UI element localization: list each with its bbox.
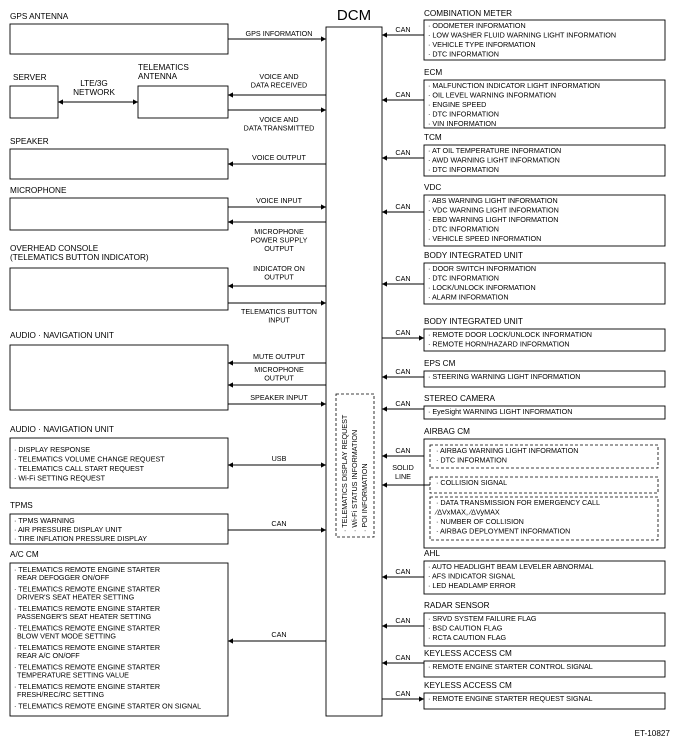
left-unit-title: MICROPHONE — [10, 186, 67, 195]
telematics-antenna-title: ANTENNA — [138, 72, 178, 81]
lte-network-label: LTE/3G — [80, 79, 108, 88]
left-unit-item: · TELEMATICS REMOTE ENGINE STARTER — [14, 643, 161, 652]
signal-label: CAN — [271, 630, 287, 639]
can-bus-label: CAN — [395, 274, 411, 283]
right-unit-item: · DTC INFORMATION — [428, 109, 499, 119]
right-unit-title: RADAR SENSOR — [424, 601, 490, 610]
signal-label: VOICE AND — [259, 115, 299, 124]
speaker-input-arrow-head — [321, 401, 326, 406]
right-unit-item: · DOOR SWITCH INFORMATION — [428, 264, 537, 273]
right-unit-item: · COLLISION SIGNAL — [436, 478, 508, 487]
server-title: SERVER — [13, 73, 47, 82]
solid-line-label: SOLID — [392, 463, 414, 472]
can-bus-arrow-head — [382, 155, 387, 160]
mute-output-arrow-head — [228, 360, 233, 365]
gps-antenna-box — [10, 24, 228, 54]
dcm-internal-item: · POI INFORMATION — [360, 463, 369, 532]
overhead-console-box — [10, 268, 228, 310]
can-bus-label: CAN — [395, 653, 411, 662]
signal-label: VOICE INPUT — [256, 196, 302, 205]
right-unit-item: · VIN INFORMATION — [428, 119, 497, 128]
right-unit-item: · LOCK/UNLOCK INFORMATION — [428, 283, 536, 292]
solid-line-label: LINE — [395, 472, 411, 481]
can-bus-arrow-head — [382, 97, 387, 102]
signal-label: INDICATOR ON — [253, 264, 305, 273]
right-unit-item: · NUMBER OF COLLISION — [436, 517, 524, 526]
right-unit-item: · AFS INDICATOR SIGNAL — [428, 571, 516, 581]
left-unit-item: · TIRE INFLATION PRESSURE DISPLAY — [14, 534, 147, 543]
signal-label: GPS INFORMATION — [245, 29, 313, 38]
signal-label: MICROPHONE — [254, 227, 304, 236]
left-unit-item: · DISPLAY RESPONSE — [14, 445, 91, 454]
right-unit-title: ECM — [424, 68, 443, 77]
microphone-box — [10, 198, 228, 230]
right-unit-title: EPS CM — [424, 359, 456, 368]
can-bus-label: CAN — [395, 616, 411, 625]
signal-label: MICROPHONE — [254, 365, 304, 374]
can-bus-label: CAN — [395, 90, 411, 99]
microphone-output-arrow-head — [228, 382, 233, 387]
left-unit-item: DRIVER'S SEAT HEATER SETTING — [17, 592, 135, 602]
right-unit-item: · AUTO HEADLIGHT BEAM LEVELER ABNORMAL — [428, 562, 594, 571]
can-bus-label: CAN — [395, 202, 411, 211]
audio-navigation-unit-box — [10, 345, 228, 410]
right-unit-item: · AIRBAG WARNING LIGHT INFORMATION — [436, 446, 579, 455]
can-bus-label: CAN — [395, 367, 411, 376]
server-box — [10, 86, 58, 118]
signal-label: OUTPUT — [264, 272, 294, 282]
gps-information-arrow-head — [321, 36, 326, 41]
left-unit-item: FRESH/REC/RC SETTING — [17, 690, 105, 699]
can-bus-label: CAN — [395, 25, 411, 34]
left-unit-item: BLOW VENT MODE SETTING — [17, 631, 116, 641]
can-bus-label: CAN — [395, 399, 411, 408]
right-unit-title: STEREO CAMERA — [424, 394, 495, 403]
can-bus-arrow-head — [382, 574, 387, 579]
dcm-internal-item: · Wi-Fi STATUS INFORMATION — [350, 429, 359, 532]
right-unit-item: · OIL LEVEL WARNING INFORMATION — [428, 90, 557, 100]
microphone-power-arrow-head — [228, 219, 233, 224]
left-unit-item: TEMPERATURE SETTING VALUE — [17, 670, 129, 680]
right-unit-item: · BSD CAUTION FLAG — [428, 623, 503, 633]
right-unit-item: · DTC INFORMATION — [428, 273, 499, 283]
can-bus-arrow-head — [382, 374, 387, 379]
dcm-box — [326, 27, 382, 716]
telematics-button-arrow-head — [321, 300, 326, 305]
collision-solid-line-arrow-head — [382, 482, 387, 487]
signal-label: MUTE OUTPUT — [253, 352, 305, 361]
right-unit-item: · LED HEADLAMP ERROR — [428, 581, 516, 590]
right-unit-item: · VDC WARNING LIGHT INFORMATION — [428, 205, 559, 215]
right-unit-title: BODY INTEGRATED UNIT — [424, 317, 523, 326]
right-unit-item: · VEHICLE TYPE INFORMATION — [428, 40, 536, 49]
left-unit-item: · Wi-Fi SETTING REQUEST — [14, 473, 106, 483]
left-unit-item: · TELEMATICS REMOTE ENGINE STARTER — [14, 584, 161, 594]
right-unit-title: TCM — [424, 133, 442, 142]
right-unit-item: · ABS WARNING LIGHT INFORMATION — [428, 196, 558, 205]
left-unit-item: · TELEMATICS VOLUME CHANGE REQUEST — [14, 454, 165, 464]
right-unit-title: KEYLESS ACCESS CM — [424, 681, 512, 690]
left-unit-title: A/C CM — [10, 550, 39, 559]
voice-data-transmitted-arrow-head — [321, 107, 326, 112]
signal-label: DATA RECEIVED — [250, 80, 308, 90]
voice-data-received-arrow-head — [228, 92, 233, 97]
can-bus-arrow-head — [382, 406, 387, 411]
right-unit-item: ⁄ΔVxMAX, ⁄ΔVyMAX — [436, 507, 500, 517]
telematics-antenna-box — [138, 86, 228, 118]
ac-cm-can-arrow-head — [228, 638, 233, 643]
signal-label: USB — [271, 454, 287, 463]
figure-id: ET-10827 — [634, 729, 670, 738]
lte-network-arrow-head — [133, 99, 138, 104]
left-unit-item: REAR DEFOGGER ON/OFF — [17, 573, 110, 582]
signal-label: VOICE AND — [259, 72, 299, 81]
right-unit-item: · DTC INFORMATION — [428, 224, 499, 234]
right-unit-item: · REMOTE DOOR LOCK/UNLOCK INFORMATION — [428, 330, 592, 339]
right-unit-title: KEYLESS ACCESS CM — [424, 649, 512, 658]
right-unit-item: · DTC INFORMATION — [428, 49, 499, 59]
can-bus-arrow-head — [382, 453, 387, 458]
right-unit-item: · DATA TRANSMISSION FOR EMERGENCY CALL — [436, 498, 601, 507]
right-unit-item: · REMOTE ENGINE STARTER REQUEST SIGNAL — [428, 694, 593, 703]
right-unit-item: · EBD WARNING LIGHT INFORMATION — [428, 215, 559, 224]
right-unit-item: · STEERING WARNING LIGHT INFORMATION — [428, 372, 581, 381]
right-unit-title: AIRBAG CM — [424, 427, 470, 436]
speaker-box — [10, 149, 228, 179]
signal-label: OUTPUT — [264, 373, 294, 383]
right-unit-item: · REMOTE ENGINE STARTER CONTROL SIGNAL — [428, 662, 593, 671]
voice-output-arrow-head — [228, 161, 233, 166]
right-unit-item: · VEHICLE SPEED INFORMATION — [428, 234, 542, 243]
signal-label: INPUT — [268, 315, 290, 325]
telematics-antenna-title: TELEMATICS — [138, 63, 189, 72]
signal-label: DATA TRANSMITTED — [243, 123, 315, 133]
can-bus-arrow-head — [419, 696, 424, 701]
right-unit-item: · ODOMETER INFORMATION — [428, 21, 526, 30]
can-bus-label: CAN — [395, 446, 411, 455]
lte-network-label: NETWORK — [73, 88, 115, 97]
right-unit-title: BODY INTEGRATED UNIT — [424, 251, 523, 260]
right-unit-item: · REMOTE HORN/HAZARD INFORMATION — [428, 339, 570, 349]
right-unit-title: COMBINATION METER — [424, 9, 513, 18]
can-bus-label: CAN — [395, 328, 411, 337]
left-unit-item: · AIR PRESSURE DISPLAY UNIT — [14, 525, 122, 534]
left-unit-item: · TELEMATICS REMOTE ENGINE STARTER — [14, 604, 161, 613]
signal-label: SPEAKER INPUT — [250, 393, 308, 402]
left-unit-item: · TPMS WARNING — [14, 516, 75, 525]
right-unit-item: · ALARM INFORMATION — [428, 292, 509, 302]
left-unit-title: SPEAKER — [10, 137, 49, 146]
can-bus-label: CAN — [395, 567, 411, 576]
can-bus-label: CAN — [395, 689, 411, 698]
left-unit-title: AUDIO · NAVIGATION UNIT — [10, 331, 114, 340]
can-bus-arrow-head — [382, 660, 387, 665]
can-bus-label: CAN — [395, 148, 411, 157]
left-unit-item: · TELEMATICS REMOTE ENGINE STARTER — [14, 682, 161, 691]
left-unit-title: OVERHEAD CONSOLE — [10, 244, 99, 253]
left-unit-item: · TELEMATICS REMOTE ENGINE STARTER — [14, 623, 161, 633]
right-unit-item: · AT OIL TEMPERATURE INFORMATION — [428, 146, 562, 155]
can-bus-arrow-head — [382, 32, 387, 37]
left-unit-item: PASSENGER'S SEAT HEATER SETTING — [17, 612, 152, 621]
usb-arrow-head — [228, 462, 233, 467]
right-unit-title: VDC — [424, 183, 442, 192]
left-unit-item: · TELEMATICS REMOTE ENGINE STARTER — [14, 565, 161, 574]
right-unit-title: AHL — [424, 549, 440, 558]
right-unit-item: · EyeSight WARNING LIGHT INFORMATION — [428, 407, 573, 416]
left-unit-item: · TELEMATICS CALL START REQUEST — [14, 464, 145, 473]
right-unit-item: · AIRBAG DEPLOYMENT INFORMATION — [436, 526, 571, 536]
dcm-title: DCM — [336, 7, 372, 24]
can-bus-arrow-head — [382, 209, 387, 214]
left-unit-title: TPMS — [10, 501, 33, 510]
right-unit-item: · DTC INFORMATION — [428, 165, 499, 174]
right-unit-item: · SRVD SYSTEM FAILURE FLAG — [428, 614, 537, 623]
left-unit-title: (TELEMATICS BUTTON INDICATOR) — [10, 253, 149, 262]
left-unit-item: REAR A/C ON/OFF — [17, 651, 80, 660]
right-unit-item: · DTC INFORMATION — [436, 455, 507, 465]
right-unit-item: · LOW WASHER FLUID WARNING LIGHT INFORMATION — [428, 30, 617, 40]
can-bus-arrow-head — [382, 623, 387, 628]
tpms-can-arrow-head — [321, 527, 326, 532]
signal-label: POWER SUPPLY — [250, 235, 308, 245]
right-unit-item: · ENGINE SPEED — [428, 100, 487, 109]
voice-input-arrow-head — [321, 204, 326, 209]
left-unit-item: · TELEMATICS REMOTE ENGINE STARTER — [14, 662, 161, 672]
right-unit-item: · AWD WARNING LIGHT INFORMATION — [428, 155, 560, 165]
can-bus-arrow-head — [382, 281, 387, 286]
left-unit-item: · TELEMATICS REMOTE ENGINE STARTER ON SIGNAL — [14, 701, 202, 711]
signal-label: CAN — [271, 519, 287, 528]
signal-label: OUTPUT — [264, 244, 294, 253]
left-unit-title: AUDIO · NAVIGATION UNIT — [10, 425, 114, 434]
usb-arrow-head — [321, 462, 326, 467]
right-unit-item: · RCTA CAUTION FLAG — [428, 633, 507, 642]
left-unit-title: GPS ANTENNA — [10, 12, 69, 21]
can-bus-arrow-head — [419, 335, 424, 340]
signal-label: TELEMATICS BUTTON — [240, 307, 318, 316]
indicator-on-arrow-head — [228, 283, 233, 288]
right-unit-item: · MALFUNCTION INDICATOR LIGHT INFORMATION — [428, 81, 600, 90]
signal-label: VOICE OUTPUT — [252, 153, 306, 162]
lte-network-arrow-head — [58, 99, 63, 104]
dcm-internal-item: · TELEMATICS DISPLAY REQUEST — [340, 414, 349, 532]
